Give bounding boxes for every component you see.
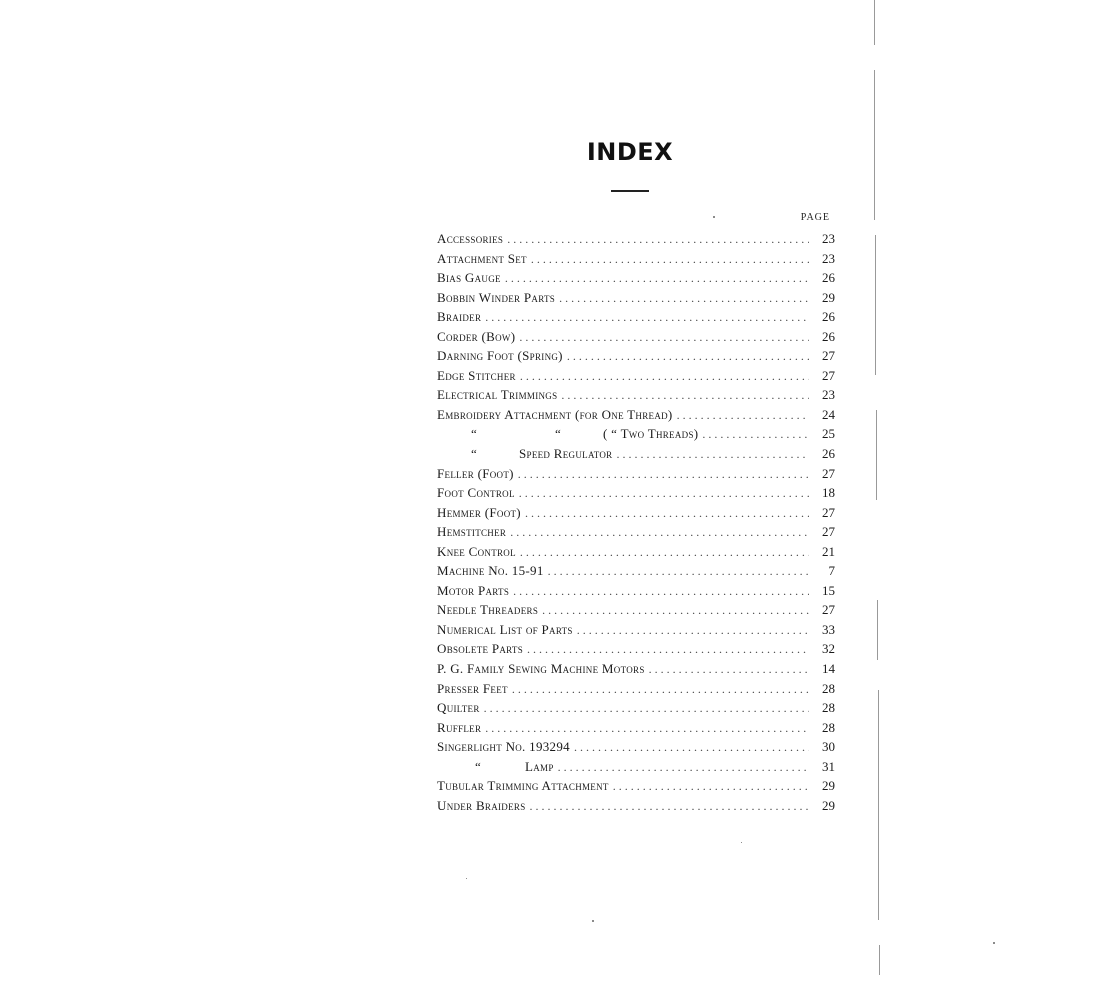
entry-label: Edge Stitcher [437, 367, 516, 383]
index-entry [437, 757, 835, 777]
page-edge-line [874, 0, 875, 45]
entry-page: 7 [828, 563, 835, 579]
entry-page: 27 [822, 465, 835, 481]
entry-label: Motor Parts [437, 582, 510, 598]
entry-label: Hemstitcher [437, 524, 507, 540]
entry-label: Embroidery Attachment (for One Thread) [437, 406, 673, 422]
entry-label: Electrical Trimmings [437, 387, 558, 403]
page-edge-line [874, 70, 875, 220]
entry-label: Accessories [437, 231, 504, 246]
index-entry [437, 366, 835, 386]
entry-page: 27 [822, 504, 835, 520]
index-entry [437, 503, 835, 523]
index-entry [437, 405, 835, 425]
entry-page: 27 [822, 348, 835, 364]
dot-leader [525, 504, 809, 524]
entry-page: 32 [822, 641, 835, 657]
entry-page: 15 [822, 582, 835, 598]
dot-leader [520, 543, 809, 563]
scan-speck [466, 878, 467, 879]
entry-label-with-ditto [437, 444, 612, 464]
entry-label: Needle Threaders [437, 602, 539, 618]
entry-label: P. G. Family Sewing Machine Motors [437, 661, 645, 677]
entry-page: 28 [822, 700, 835, 716]
scan-speck [592, 920, 594, 922]
entry-label: Attachment Set [437, 250, 527, 266]
entry-label: Quilter [437, 700, 480, 716]
entry-label: Feller (Foot) [437, 465, 514, 481]
entry-label: Hemmer (Foot) [437, 504, 521, 520]
dot-leader [518, 465, 809, 485]
entry-page: 23 [822, 231, 835, 246]
entry-page: 28 [822, 680, 835, 696]
entry-page: 29 [822, 778, 835, 794]
entry-page: 30 [822, 739, 835, 755]
entry-label: Ruffler [437, 719, 482, 735]
index-entry [437, 464, 835, 484]
page-edge-line [878, 690, 879, 920]
page-column-header: PAGE [800, 212, 830, 223]
dot-leader [567, 347, 809, 367]
entry-page: 25 [822, 426, 835, 442]
index-entry [437, 268, 835, 288]
entry-page: 29 [822, 289, 835, 305]
scan-speck [713, 216, 715, 218]
entry-page: 29 [822, 797, 835, 813]
index-entry [437, 718, 835, 738]
dot-leader [558, 758, 809, 778]
entry-label: Tubular Trimming Attachment [437, 778, 609, 794]
dot-leader [531, 250, 809, 270]
entry-page: 26 [822, 309, 835, 325]
dot-leader [548, 562, 809, 582]
entry-label: Knee Control [437, 543, 516, 559]
entry-page: 26 [822, 270, 835, 286]
dot-leader [527, 640, 809, 660]
entry-page: 18 [822, 485, 835, 501]
dot-leader [542, 601, 809, 621]
index-entry [437, 776, 835, 796]
entry-label: Under Braiders [437, 797, 526, 813]
page-title: INDEX [586, 138, 674, 166]
entry-label: Corder (Bow) [437, 328, 516, 344]
scan-speck [741, 842, 742, 843]
title-rule [611, 190, 649, 192]
dot-leader [530, 797, 809, 817]
index-entry [437, 796, 835, 816]
dot-leader [577, 621, 809, 641]
entry-label: Bias Gauge [437, 270, 501, 286]
entry-page: 27 [822, 602, 835, 618]
index-entry [437, 229, 835, 249]
index-list [437, 229, 835, 815]
dot-leader [505, 269, 809, 289]
dot-leader [512, 680, 809, 700]
entry-label: Numerical List of Parts [437, 621, 573, 637]
ditto-mark: “ [471, 426, 478, 442]
index-entry [437, 639, 835, 659]
index-entry [437, 679, 835, 699]
entry-page: 27 [822, 367, 835, 383]
index-entry [437, 542, 835, 562]
index-entry [437, 698, 835, 718]
index-entry [437, 620, 835, 640]
index-entry [437, 385, 835, 405]
index-entry [437, 522, 835, 542]
entry-page: 33 [822, 621, 835, 637]
dot-leader [519, 328, 809, 348]
entry-label: ( “ Two Threads) [603, 426, 699, 442]
dot-leader [616, 445, 809, 465]
index-entry [437, 346, 835, 366]
entry-page: 26 [822, 446, 835, 462]
entry-page: 26 [822, 328, 835, 344]
index-entry [437, 600, 835, 620]
entry-label: Machine No. 15-91 [437, 563, 544, 579]
index-entry [437, 444, 835, 464]
entry-label: Darning Foot (Spring) [437, 348, 563, 364]
page-edge-line [877, 600, 878, 660]
index-entry [437, 307, 835, 327]
dot-leader [510, 523, 809, 543]
index-entry [437, 249, 835, 269]
index-entry [437, 737, 835, 757]
page-edge-line [875, 235, 876, 375]
entry-label: Obsolete Parts [437, 641, 524, 657]
dot-leader [507, 230, 809, 250]
dot-leader [702, 425, 809, 445]
page-edge-line [876, 410, 877, 500]
ditto-mark: “ [555, 426, 562, 442]
index-entry [437, 424, 835, 444]
entry-label: Braider [437, 309, 482, 325]
entry-label: Presser Feet [437, 680, 508, 696]
entry-page: 28 [822, 719, 835, 735]
dot-leader [484, 699, 809, 719]
dot-leader [649, 660, 809, 680]
entry-label: Speed Regulator [519, 446, 613, 462]
dot-leader [513, 582, 809, 602]
entry-label: Singerlight No. 193294 [437, 739, 570, 755]
page-edge-line [879, 945, 880, 975]
dot-leader [519, 484, 809, 504]
scan-speck [993, 942, 995, 944]
index-entry [437, 327, 835, 347]
entry-page: 24 [822, 406, 835, 422]
ditto-mark: “ [475, 758, 482, 774]
dot-leader [561, 386, 809, 406]
dot-leader [485, 308, 809, 328]
index-entry [437, 288, 835, 308]
entry-label: Lamp [525, 758, 554, 774]
entry-page: 14 [822, 661, 835, 677]
dot-leader [520, 367, 809, 387]
dot-leader [574, 738, 809, 758]
index-entry [437, 561, 835, 581]
entry-page: 23 [822, 387, 835, 403]
ditto-mark: “ [471, 446, 478, 462]
entry-label: Foot Control [437, 485, 515, 501]
entry-page: 27 [822, 524, 835, 540]
dot-leader [613, 777, 809, 797]
entry-label-with-ditto [437, 424, 698, 444]
entry-page: 23 [822, 250, 835, 266]
entry-label-with-ditto [437, 757, 554, 777]
index-entry [437, 483, 835, 503]
index-entry [437, 659, 835, 679]
dot-leader [677, 406, 809, 426]
entry-page: 21 [822, 543, 835, 559]
dot-leader [559, 289, 809, 309]
entry-label: Bobbin Winder Parts [437, 289, 556, 305]
entry-page: 31 [822, 758, 835, 774]
dot-leader [485, 719, 809, 739]
index-entry [437, 581, 835, 601]
